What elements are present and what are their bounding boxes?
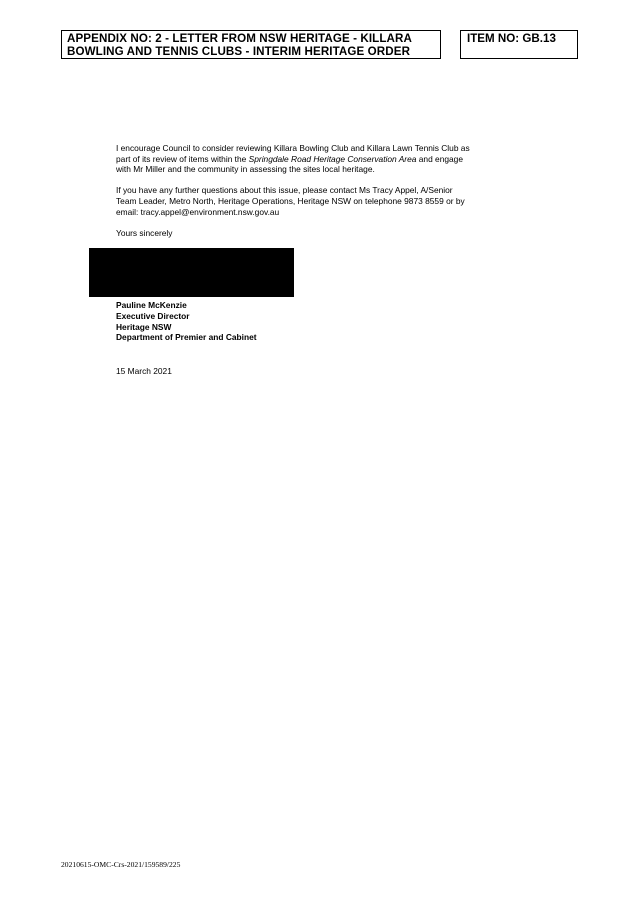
signatory-role: Executive Director [116, 310, 190, 321]
signatory-department: Department of Premier and Cabinet [116, 332, 257, 343]
signatory-name: Pauline McKenzie [116, 300, 187, 310]
paragraph-1-line-1: I encourage Council to consider reviewing Killara Bowling Club and Killara Lawn Tennis Club as [116, 143, 470, 153]
paragraph-2-line-1: If you have any further questions about this issue, please contact Ms Tracy Appel, A/Senior [116, 185, 453, 196]
signatory-organisation: Heritage NSW [116, 321, 172, 332]
item-number: ITEM NO: GB.13 [467, 32, 556, 45]
paragraph-1-line-2-end: and engage [416, 153, 463, 164]
paragraph-1-line-2 [116, 154, 536, 165]
letter-date: 15 March 2021 [116, 366, 172, 376]
letter-body [116, 143, 536, 249]
paragraph-1-line-2-start: part of its review of items within the [116, 153, 249, 164]
paragraph-2-line-3: email: tracy.appel@environment.nsw.gov.au [116, 206, 280, 217]
paragraph-contact [116, 185, 536, 217]
item-number-box [460, 30, 578, 59]
conservation-area-name: Springdale Road Heritage Conservation Area [248, 153, 417, 164]
paragraph-encourage-review [116, 143, 536, 175]
paragraph-1-line-3: with Mr Miller and the community in assessing the sites local heritage. [116, 164, 375, 175]
document-reference: 20210615-OMC-Crs-2021/159589/225 [61, 860, 181, 869]
closing-salutation: Yours sincerely [116, 227, 173, 238]
paragraph-2-line-2: Team Leader, Metro North, Heritage Operations, Heritage NSW on telephone 9873 8559 or by [116, 195, 465, 206]
appendix-title-line-1: APPENDIX NO: 2 - LETTER FROM NSW HERITAGE - KILLARA [67, 32, 412, 45]
signature-block [116, 300, 257, 343]
appendix-title-box [61, 30, 441, 59]
appendix-title-line-2: BOWLING AND TENNIS CLUBS - INTERIM HERITAGE ORDER [67, 45, 411, 58]
redacted-signature [89, 248, 294, 297]
